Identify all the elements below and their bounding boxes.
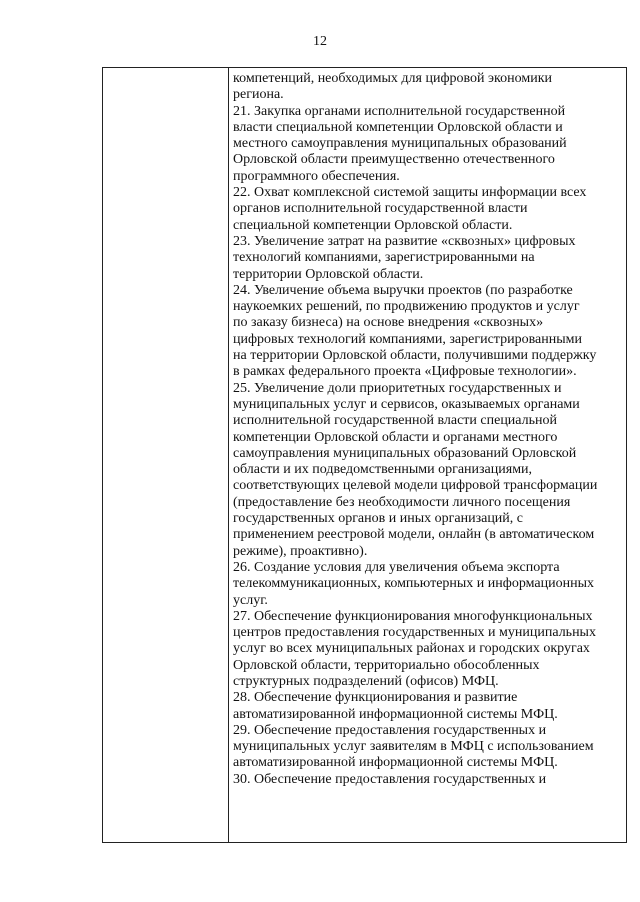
text-line: в рамках федерального проекта «Цифровые технологии». <box>233 364 577 380</box>
text-line: режиме), проактивно). <box>233 543 368 559</box>
list-item <box>233 772 622 788</box>
list-item <box>233 690 622 723</box>
text-line: (предоставление без необходимости личного посещения <box>233 494 571 510</box>
text-line: автоматизированной информационной системы МФЦ. <box>233 706 558 722</box>
list-item <box>233 560 622 609</box>
table-right-cell <box>229 68 626 842</box>
text-line: 21. Закупка органами исполнительной государственной <box>233 103 566 119</box>
list-item <box>233 185 622 234</box>
text-line: телекоммуникационных, компьютерных и информационных <box>233 576 594 592</box>
list-item <box>233 104 622 185</box>
document-table <box>102 67 627 843</box>
text-line: наукоемких решений, по продвижению продуктов и услуг <box>233 299 580 315</box>
text-line: соответствующих целевой модели цифровой трансформации <box>233 478 598 494</box>
list-item <box>233 71 622 104</box>
text-line: 22. Охват комплексной системой защиты информации всех <box>233 185 587 201</box>
text-line: 23. Увеличение затрат на развитие «сквозных» цифровых <box>233 233 576 249</box>
text-line: 28. Обеспечение функционирования и развитие <box>233 690 518 706</box>
text-line: услуг. <box>233 592 268 608</box>
text-line: области и их подведомственными организациями, <box>233 462 533 478</box>
text-line: органов исполнительной государственной власти <box>233 201 528 217</box>
text-line: 25. Увеличение доли приоритетных государственных и <box>233 380 562 396</box>
table-left-cell <box>103 68 229 842</box>
text-line: государственных органов и иных организаций, с <box>233 511 524 527</box>
text-line: технологий компаниями, зарегистрированными на <box>233 250 535 266</box>
text-line: по заказу бизнеса) на основе внедрения «сквозных» <box>233 315 544 331</box>
text-line: применением реестровой модели, онлайн (в автоматическом <box>233 527 595 543</box>
text-line: программного обеспечения. <box>233 168 400 184</box>
list-item <box>233 283 622 381</box>
text-line: муниципальных услуг и сервисов, оказываемых органами <box>233 396 580 412</box>
text-line: центров предоставления государственных и муниципальных <box>233 625 596 641</box>
list-item <box>233 723 622 772</box>
text-line: Орловской области, территориально обособленных <box>233 657 540 673</box>
text-line: услуг во всех муниципальных районах и городских округах <box>233 641 590 657</box>
text-line: 26. Создание условия для увеличения объема экспорта <box>233 559 560 575</box>
text-line: 30. Обеспечение предоставления государственных и <box>233 771 547 787</box>
text-line: 24. Увеличение объема выручки проектов (по разработке <box>233 282 573 298</box>
text-line: региона. <box>233 87 284 103</box>
text-line: исполнительной государственной власти специальной <box>233 413 557 429</box>
text-line: территории Орловской области. <box>233 266 424 282</box>
text-line: структурных подразделений (офисов) МФЦ. <box>233 673 499 689</box>
text-line: муниципальных услуг заявителям в МФЦ с использованием <box>233 739 594 755</box>
list-item <box>233 381 622 560</box>
list-item <box>233 234 622 283</box>
text-line: компетенции Орловской области и органами местного <box>233 429 558 445</box>
page-number: 12 <box>313 34 327 49</box>
text-line: 27. Обеспечение функционирования многофункциональных <box>233 608 593 624</box>
text-line: Орловской области преимущественно отечественного <box>233 152 555 168</box>
text-line: на территории Орловской области, получившими поддержку <box>233 348 597 364</box>
list-item <box>233 609 622 690</box>
text-line: автоматизированной информационной системы МФЦ. <box>233 755 558 771</box>
text-line: специальной компетенции Орловской области. <box>233 217 513 233</box>
text-line: самоуправления муниципальных образований Орловской <box>233 445 577 461</box>
text-line: власти специальной компетенции Орловской области и <box>233 119 563 135</box>
text-line: цифровых технологий компаниями, зарегистрированными <box>233 331 582 347</box>
text-line: компетенций, необходимых для цифровой экономики <box>233 71 553 86</box>
text-line: 29. Обеспечение предоставления государственных и <box>233 722 547 738</box>
text-line: местного самоуправления муниципальных образований <box>233 136 567 152</box>
